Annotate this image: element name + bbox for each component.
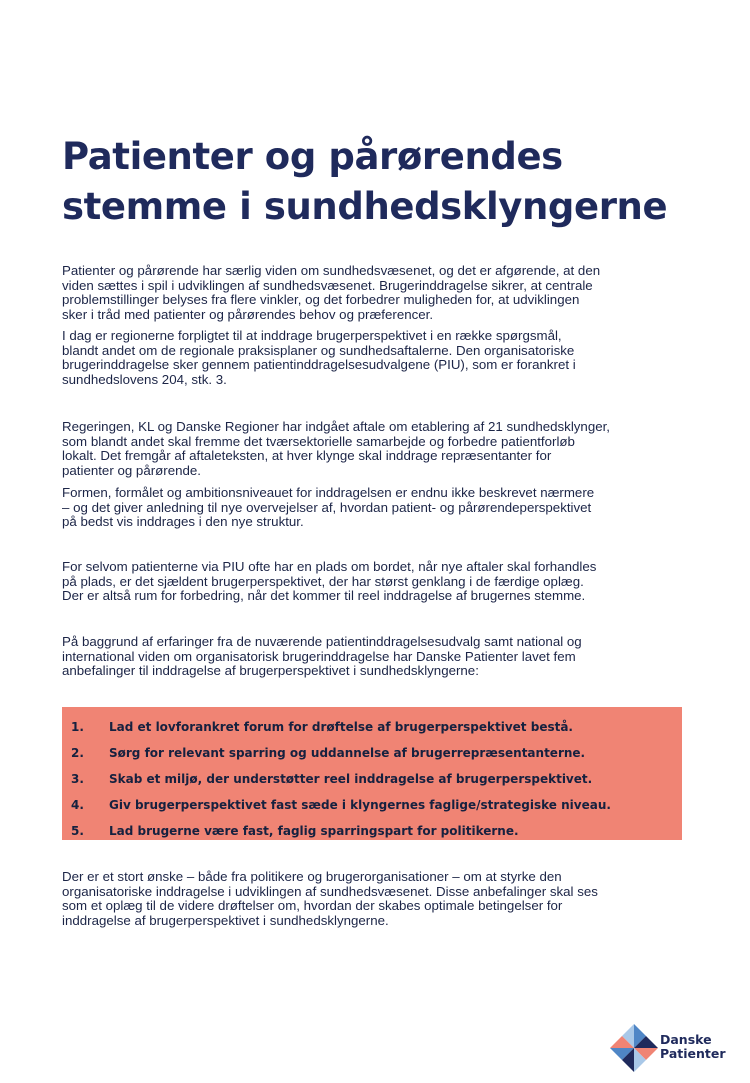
logo-wordmark: [660, 1033, 726, 1061]
text-line: For selvom patienterne via PIU ofte har en plads om bordet, når nye aftaler skal forhandles: [62, 559, 597, 574]
text-line: som blandt andet skal fremme det tværsektorielle samarbejde og forbedre patientforløb: [62, 433, 575, 449]
text-line: anbefalinger til inddragelse af brugerperspektivet i sundhedsklyngerne:: [62, 663, 479, 679]
text-line: international viden om organisatorisk brugerinddragelse har Danske Patienter lavet fem: [62, 648, 576, 664]
text-line: blandt andet om de regionale praksisplaner og sundhedsaftalerne. Den organisatoriske: [62, 342, 575, 358]
intro-paragraph: [62, 264, 702, 322]
page-title-line-1: Patienter og pårørendes: [62, 135, 563, 178]
recommendation-text: Lad brugerne være fast, faglig sparringspart for politikerne.: [109, 824, 519, 838]
text-line: Regeringen, KL og Danske Regioner har indgået aftale om etablering af 21 sundhedsklynger,: [62, 419, 610, 434]
recommendation-number: 5.: [71, 824, 84, 838]
text-line: Patienter og pårørende har særlig viden om sundhedsvæsenet, og det er afgørende, at den: [62, 263, 601, 278]
closing-paragraph: [62, 870, 702, 928]
text-line: på bedst vis inddrages i den nye struktur.: [62, 514, 304, 530]
logo-text-line-1: Danske: [660, 1032, 712, 1047]
diamond-logo-icon: [610, 1024, 658, 1072]
text-line: Der er et stort ønske – både fra politikere og brugerorganisationer – om at styrke den: [62, 869, 562, 884]
text-line: patienter og pårørende.: [62, 462, 201, 478]
recommendation-text: Lad et lovforankret forum for drøftelse af brugerperspektivet bestå.: [109, 720, 573, 734]
text-line: på plads, er det sjældent brugerperspektivet, der har størst genklang i de færdige oplæg.: [62, 573, 584, 589]
text-line: – og det giver anledning til nye overvejelser af, hvordan patient- og pårørendeperspektivet: [62, 499, 592, 515]
regions-paragraph: [62, 329, 702, 387]
recommendations-intro-paragraph: [62, 635, 702, 679]
page-title-line-2: stemme i sundhedsklyngerne: [62, 185, 668, 228]
page-title: [62, 132, 722, 232]
danske-patienter-logo: [610, 1024, 740, 1074]
agreement-paragraph: [62, 420, 702, 478]
recommendation-item: [62, 770, 682, 788]
text-line: På baggrund af erfaringer fra de nuværende patientinddragelsesudvalg samt national og: [62, 634, 582, 649]
text-line: viden sættes i spil i udviklingen af sundhedsvæsenet. Brugerinddragelse sikrer, at centrale: [62, 277, 593, 293]
recommendations-box: [62, 707, 682, 840]
text-line: problemstillinger belyses fra flere vinkler, og det forbedrer muligheden for, at udviklingen: [62, 292, 580, 308]
recommendation-text: Sørg for relevant sparring og uddannelse af brugerrepræsentanterne.: [109, 746, 586, 760]
recommendation-item: [62, 822, 682, 840]
piu-paragraph: [62, 560, 702, 604]
recommendation-number: 3.: [71, 772, 84, 786]
recommendation-number: 1.: [71, 720, 84, 734]
text-line: som et oplæg til de videre drøftelser om, hvordan der skabes optimale betingelser for: [62, 898, 563, 914]
recommendation-number: 2.: [71, 746, 84, 760]
text-line: sundhedslovens 204, stk. 3.: [62, 371, 227, 387]
recommendation-item: [62, 718, 682, 736]
recommendation-number: 4.: [71, 798, 84, 812]
text-line: Formen, formålet og ambitionsniveauet for inddragelsen er endnu ikke beskrevet nærmere: [62, 485, 595, 500]
recommendation-text: Skab et miljø, der understøtter reel inddragelse af brugerperspektivet.: [109, 772, 593, 786]
text-line: lokalt. Det fremgår af aftaleteksten, at hver klynge skal inddrage repræsentanter for: [62, 448, 552, 464]
form-paragraph: [62, 486, 702, 530]
logo-text-line-2: Patienter: [660, 1046, 726, 1061]
recommendation-item: [62, 796, 682, 814]
text-line: organisatoriske inddragelse i udviklingen af sundhedsvæsenet. Disse anbefalinger skal ses: [62, 883, 598, 899]
text-line: brugerinddragelse sker gennem patientinddragelsesudvalgene (PIU), som er forankret i: [62, 357, 576, 373]
recommendation-text: Giv brugerperspektivet fast sæde i klyngernes faglige/strategiske niveau.: [109, 798, 611, 812]
text-line: I dag er regionerne forpligtet til at inddrage brugerperspektivet i en række spørgsmål,: [62, 328, 562, 343]
text-line: inddragelse af brugerperspektivet i sundhedsklyngerne.: [62, 912, 389, 928]
text-line: sker i tråd med patienter og pårørendes behov og præferencer.: [62, 306, 434, 322]
recommendation-item: [62, 744, 682, 762]
text-line: Der er altså rum for forbedring, når det kommer til reel inddragelse af brugernes stemme.: [62, 588, 586, 604]
